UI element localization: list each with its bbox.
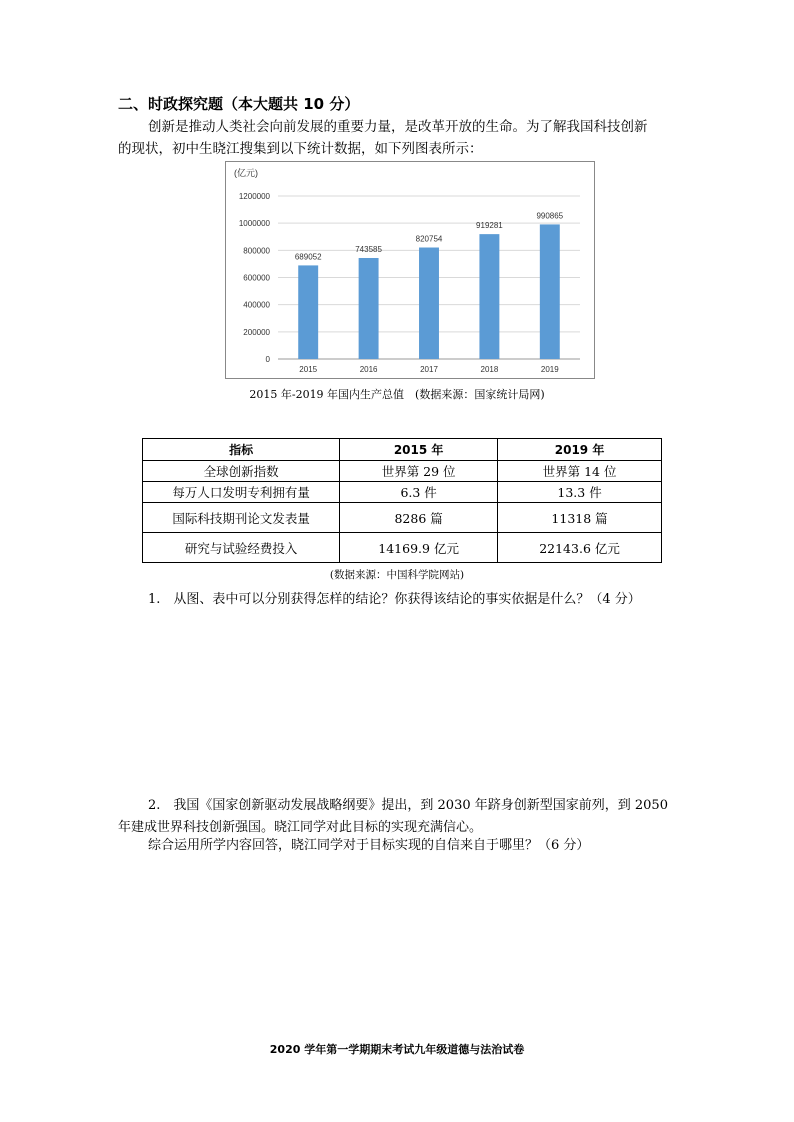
header-2015: 2015 年 <box>340 439 498 461</box>
x-tick-label: 2015 <box>299 365 318 374</box>
x-tick-label: 2016 <box>359 365 378 374</box>
table-cell: 研究与试验经费投入 <box>143 533 340 563</box>
table-row <box>143 461 662 482</box>
bar <box>540 224 560 359</box>
question-2-line-1: 2. 我国《国家创新驱动发展战略纲要》提出，到 2030 年跻身创新型国家前列，到 2050 <box>148 798 668 813</box>
y-tick-label: 200000 <box>243 327 270 337</box>
bar <box>479 234 499 359</box>
section-title: 二、时政探究题（本大题共 10 分） <box>118 95 360 113</box>
y-tick-label: 800000 <box>243 246 270 256</box>
table-cell: 13.3 件 <box>498 482 662 503</box>
question-2-line-2: 年建成世界科技创新强国。晓江同学对此目标的实现充满信心。 <box>118 820 483 835</box>
y-tick-label: 600000 <box>243 273 270 283</box>
y-tick-label: 400000 <box>243 300 270 310</box>
x-tick-label: 2019 <box>540 365 559 374</box>
table-row <box>143 533 662 563</box>
table-cell: 世界第 29 位 <box>340 461 498 482</box>
page-footer: 2020 学年第一学期期末考试九年级道德与法治试卷 <box>269 1043 525 1056</box>
question-2-line-3: 综合运用所学内容回答，晓江同学对于目标实现的自信来自于哪里？（6 分） <box>148 838 590 853</box>
table-cell: 国际科技期刊论文发表量 <box>143 503 340 533</box>
table-cell: 全球创新指数 <box>143 461 340 482</box>
gdp-bar-chart <box>226 162 594 378</box>
question-1: 1. 从图、表中可以分别获得怎样的结论？你获得该结论的事实依据是什么？（4 分） <box>148 592 641 607</box>
x-tick-label: 2018 <box>480 365 499 374</box>
intro-line-1: 创新是推动人类社会向前发展的重要力量，是改革开放的生命。为了解我国科技创新 <box>148 119 648 135</box>
table-cell: 6.3 件 <box>340 482 498 503</box>
data-label: 820754 <box>415 234 443 244</box>
bar <box>298 265 318 359</box>
data-label: 990865 <box>536 211 564 221</box>
data-label: 743585 <box>355 244 382 254</box>
chart-caption: 2015 年-2019 年国内生产总值 (数据来源：国家统计局网) <box>249 388 545 401</box>
table-source: (数据来源：中国科学院网站) <box>329 569 465 581</box>
data-label: 919281 <box>476 221 503 231</box>
table-cell: 22143.6 亿元 <box>498 533 662 563</box>
y-tick-label: 1000000 <box>238 219 270 229</box>
table-cell: 每万人口发明专利拥有量 <box>143 482 340 503</box>
x-tick-label: 2017 <box>420 365 438 374</box>
bar <box>419 248 439 359</box>
bar <box>359 258 379 359</box>
table-cell: 14169.9 亿元 <box>340 533 498 563</box>
intro-line-2: 的现状，初中生晓江搜集到以下统计数据，如下列图表所示： <box>118 141 483 157</box>
y-axis-unit-label: (亿元) <box>234 168 258 178</box>
data-label: 689052 <box>294 252 322 262</box>
table-cell: 11318 篇 <box>498 503 662 533</box>
table-cell: 8286 篇 <box>340 503 498 533</box>
header-indicator: 指标 <box>143 439 340 461</box>
innovation-table <box>142 438 662 563</box>
table-header-row <box>143 439 662 461</box>
y-tick-label: 0 <box>265 355 270 364</box>
table-row <box>143 482 662 503</box>
gdp-chart <box>225 161 595 379</box>
y-tick-label: 1200000 <box>238 192 270 201</box>
table-row <box>143 503 662 533</box>
header-2019: 2019 年 <box>498 439 662 461</box>
table-cell: 世界第 14 位 <box>498 461 662 482</box>
